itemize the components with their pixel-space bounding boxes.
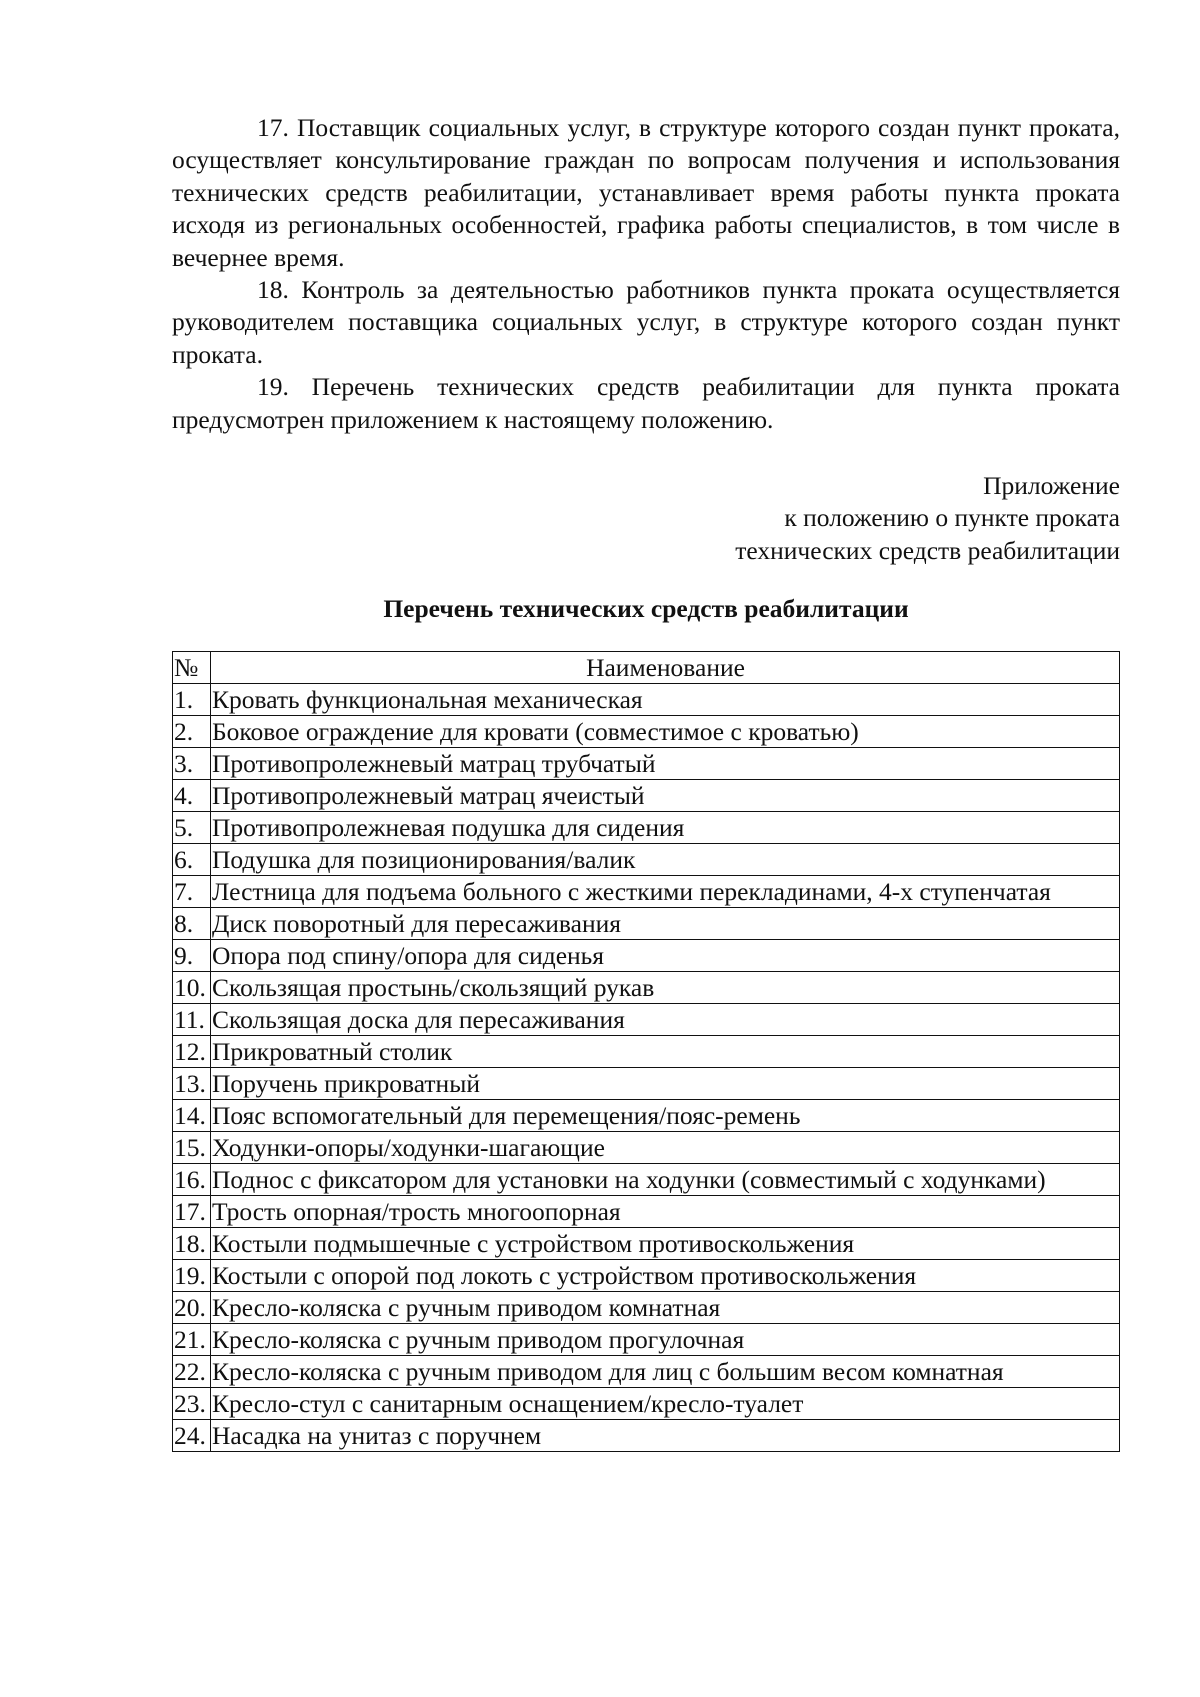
paragraph-19: 19. Перечень технических средств реабилитации для пункта проката предусмотрен приложением к настоящему положению.: [172, 372, 1120, 434]
table-row: [173, 812, 1120, 844]
row-name: Костыли с опорой под локоть с устройством противоскольжения: [211, 1260, 1120, 1292]
row-name: Скользящая простынь/скользящий рукав: [211, 972, 1120, 1004]
appendix-heading: [172, 470, 1120, 567]
row-number: 1.: [173, 684, 211, 716]
document-page: [172, 112, 1120, 1452]
table-header-row: [173, 652, 1120, 684]
row-number: 14.: [173, 1100, 211, 1132]
row-number: 9.: [173, 940, 211, 972]
table-row: [173, 1356, 1120, 1388]
appendix-line-3: технических средств реабилитации: [735, 535, 1120, 565]
row-name: Кровать функциональная механическая: [211, 684, 1120, 716]
row-name: Прикроватный столик: [211, 1036, 1120, 1068]
row-number: 18.: [173, 1228, 211, 1260]
row-name: Трость опорная/трость многоопорная: [211, 1196, 1120, 1228]
table-row: [173, 1132, 1120, 1164]
table-row: [173, 1004, 1120, 1036]
row-number: 11.: [173, 1004, 211, 1036]
table-row: [173, 1420, 1120, 1452]
paragraph-17: 17. Поставщик социальных услуг, в структуре которого создан пункт проката, осуществляет консультирование граждан по вопросам получения и использования технических средств реабилитации, устанавливает время работы пункта проката исходя из региональных особенностей, графика работы специалистов, в том числе в вечернее время.: [172, 113, 1120, 272]
row-number: 12.: [173, 1036, 211, 1068]
table-row: [173, 1324, 1120, 1356]
row-name: Кресло-стул с санитарным оснащением/кресло-туалет: [211, 1388, 1120, 1420]
row-name: Опора под спину/опора для сиденья: [211, 940, 1120, 972]
row-number: 23.: [173, 1388, 211, 1420]
row-number: 17.: [173, 1196, 211, 1228]
row-number: 5.: [173, 812, 211, 844]
header-number: №: [173, 652, 211, 684]
table-row: [173, 1196, 1120, 1228]
table-row: [173, 780, 1120, 812]
row-name: Противопролежневый матрац трубчатый: [211, 748, 1120, 780]
row-name: Насадка на унитаз с поручнем: [211, 1420, 1120, 1452]
row-name: Боковое ограждение для кровати (совместимое с кроватью): [211, 716, 1120, 748]
row-name: Противопролежневый матрац ячеистый: [211, 780, 1120, 812]
list-title: Перечень технических средств реабилитации: [383, 594, 909, 624]
row-number: 4.: [173, 780, 211, 812]
row-number: 13.: [173, 1068, 211, 1100]
row-name: Подушка для позиционирования/валик: [211, 844, 1120, 876]
row-name: Противопролежневая подушка для сидения: [211, 812, 1120, 844]
row-name: Кресло-коляска с ручным приводом комнатная: [211, 1292, 1120, 1324]
row-name: Костыли подмышечные с устройством противоскольжения: [211, 1228, 1120, 1260]
row-name: Поручень прикроватный: [211, 1068, 1120, 1100]
table-row: [173, 972, 1120, 1004]
table-row: [173, 1164, 1120, 1196]
row-number: 21.: [173, 1324, 211, 1356]
row-number: 2.: [173, 716, 211, 748]
appendix-line-1: Приложение: [983, 471, 1120, 501]
table-row: [173, 1068, 1120, 1100]
table-row: [173, 748, 1120, 780]
row-number: 16.: [173, 1164, 211, 1196]
table-body: [173, 684, 1120, 1452]
row-number: 6.: [173, 844, 211, 876]
table-row: [173, 684, 1120, 716]
table-row: [173, 908, 1120, 940]
appendix-line-2: к положению о пункте проката: [784, 503, 1120, 533]
table-row: [173, 1292, 1120, 1324]
row-name: Скользящая доска для пересаживания: [211, 1004, 1120, 1036]
row-number: 10.: [173, 972, 211, 1004]
row-name: Кресло-коляска с ручным приводом прогулочная: [211, 1324, 1120, 1356]
table-row: [173, 940, 1120, 972]
table-row: [173, 1036, 1120, 1068]
table-row: [173, 1388, 1120, 1420]
table-row: [173, 876, 1120, 908]
table-row: [173, 1100, 1120, 1132]
row-name: Поднос с фиксатором для установки на ходунки (совместимый с ходунками): [211, 1164, 1120, 1196]
row-number: 8.: [173, 908, 211, 940]
row-number: 24.: [173, 1420, 211, 1452]
row-number: 7.: [173, 876, 211, 908]
row-number: 22.: [173, 1356, 211, 1388]
row-number: 3.: [173, 748, 211, 780]
paragraph-18: 18. Контроль за деятельностью работников пункта проката осуществляется руководителем поставщика социальных услуг, в структуре которого создан пункт проката.: [172, 275, 1120, 369]
row-number: 15.: [173, 1132, 211, 1164]
row-name: Лестница для подъема больного с жесткими перекладинами, 4-х ступенчатая: [211, 876, 1120, 908]
row-number: 20.: [173, 1292, 211, 1324]
header-name: Наименование: [211, 652, 1120, 684]
table-row: [173, 1228, 1120, 1260]
table-row: [173, 844, 1120, 876]
row-name: Пояс вспомогательный для перемещения/пояс-ремень: [211, 1100, 1120, 1132]
row-name: Диск поворотный для пересаживания: [211, 908, 1120, 940]
table-row: [173, 1260, 1120, 1292]
row-name: Кресло-коляска с ручным приводом для лиц с большим весом комнатная: [211, 1356, 1120, 1388]
row-number: 19.: [173, 1260, 211, 1292]
equipment-table: [172, 651, 1120, 1452]
table-row: [173, 716, 1120, 748]
row-name: Ходунки-опоры/ходунки-шагающие: [211, 1132, 1120, 1164]
